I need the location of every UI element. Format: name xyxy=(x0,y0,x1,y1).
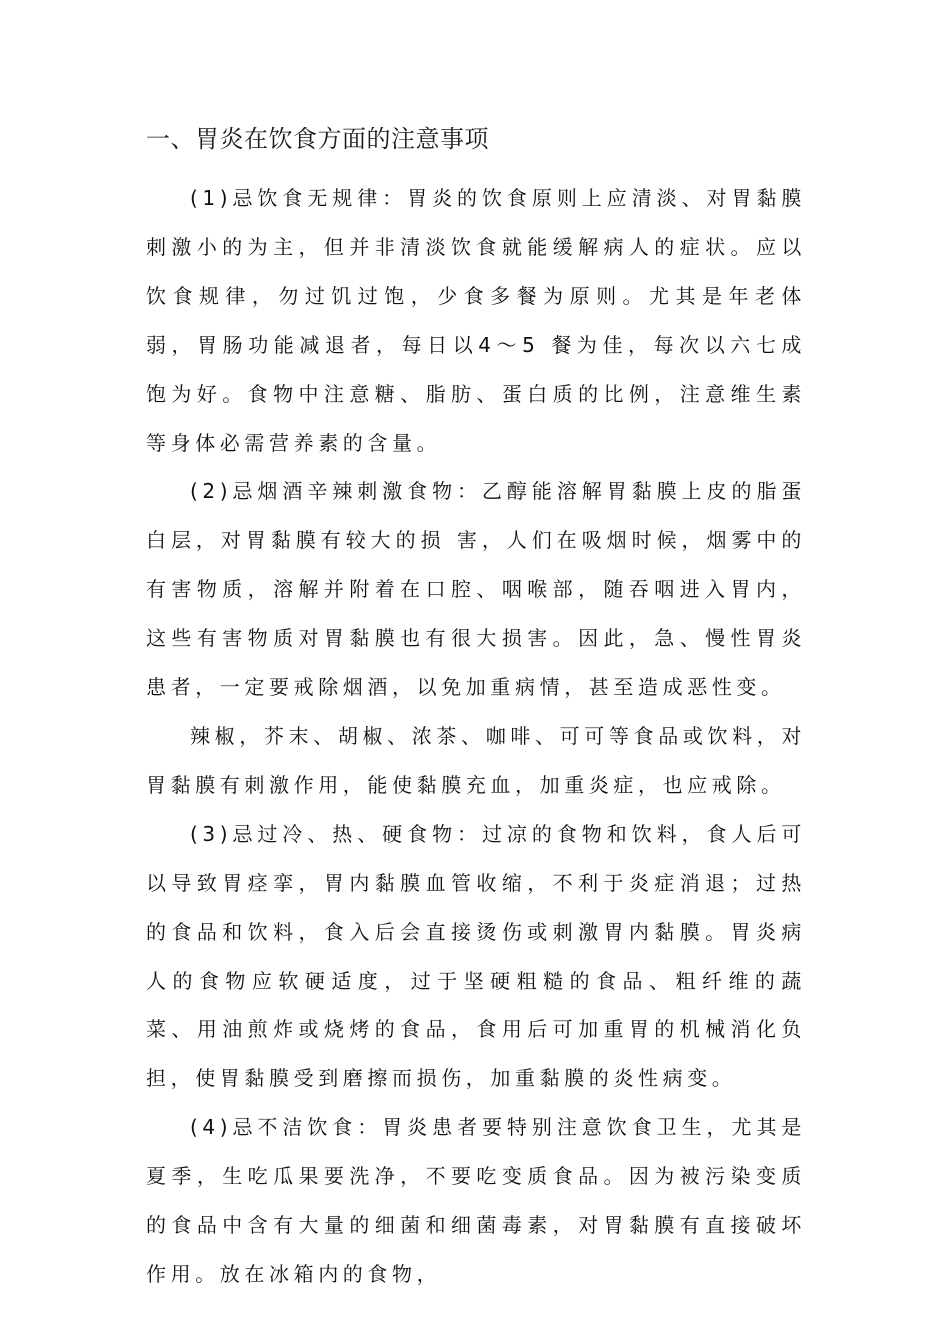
document-body xyxy=(146,174,806,1299)
paragraph-irregular-diet: (1)忌饮食无规律：胃炎的饮食原则上应清淡、对胃黏膜刺激小的为主，但并非清淡饮食就能缓解病人的症状。应以饮食规律，勿过饥过饱，少食多餐为原则。尤其是年老体弱，胃肠功能减退者，每日以4～5 餐为佳，每次以六七成饱为好。食物中注意糖、脂肪、蛋白质的比例，注意维生素等身体必需营养素的含量。 xyxy=(146,186,806,455)
paragraph-cold-hot-hard-food: (3)忌过冷、热、硬食物：过凉的食物和饮料，食人后可以导致胃痉挛，胃内黏膜血管收缩，不利于炎症消退；过热的食品和饮料，食入后会直接烫伤或刺激胃内黏膜。胃炎病人的食物应软硬适度，过于坚硬粗糙的食品、粗纤维的蔬菜、用油煎炸或烧烤的食品，食用后可加重胃的机械消化负担，使胃黏膜受到磨擦而损伤，加重黏膜的炎性病变。 xyxy=(146,821,806,1091)
paragraph-pepper-mustard: 辣椒，芥末、胡椒、浓茶、咖啡、可可等食品或饮料，对胃黏膜有刺激作用，能使黏膜充血，加重炎症，也应戒除。 xyxy=(146,723,806,797)
paragraph-tobacco-alcohol-spicy: (2)忌烟酒辛辣刺激食物：乙醇能溶解胃黏膜上皮的脂蛋白层，对胃黏膜有较大的损 害，人们在吸烟时候，烟雾中的有害物质，溶解并附着在口腔、咽喉部，随吞咽进入胃内，这些有害物质对胃黏膜也有很大损害。因此，急、慢性胃炎患者，一定要戒除烟酒，以免加重病情，甚至造成恶性变。 xyxy=(146,479,806,700)
section-heading: 一、胃炎在饮食方面的注意事项 xyxy=(146,125,489,153)
paragraph-unclean-food: (4)忌不洁饮食：胃炎患者要特别注意饮食卫生，尤其是夏季，生吃瓜果要洗净，不要吃变质食品。因为被污染变质的食品中含有大量的细菌和细菌毒素，对胃黏膜有直接破坏作用。放在冰箱内的食物， xyxy=(146,1115,806,1286)
